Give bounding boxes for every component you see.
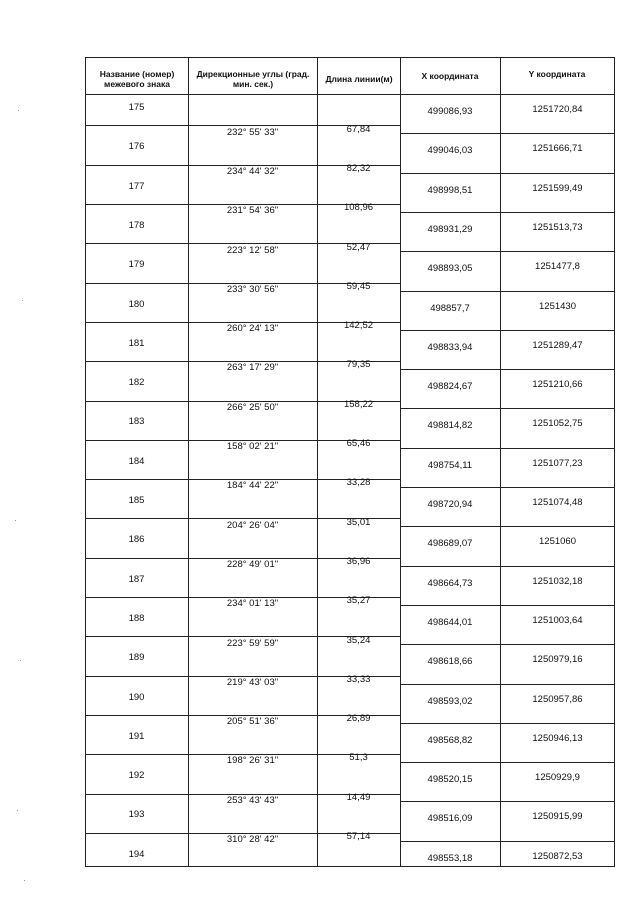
segment-length: 14,49 — [346, 791, 371, 803]
header-name: Название (номер) межевого знака — [99, 69, 175, 89]
point-name: 178 — [128, 219, 145, 231]
point-x: 499046,03 — [427, 145, 473, 157]
segment-length: 79,35 — [346, 359, 371, 371]
row-rule-right-16 — [400, 762, 615, 763]
point-y: 1251599,49 — [532, 182, 583, 194]
segment-length: 158,22 — [343, 398, 374, 410]
point-name: 190 — [128, 691, 145, 703]
segment-length: 65,46 — [346, 438, 371, 450]
row-rule-right-10 — [400, 526, 615, 527]
segment-angle: 260° 24' 13" — [226, 323, 279, 335]
segment-angle: 310° 28' 42" — [226, 834, 279, 846]
scan-speck — [17, 810, 18, 811]
segment-angle: 232° 55' 33" — [226, 126, 279, 138]
scan-speck — [15, 520, 16, 521]
header-angle: Дирекционные углы (град. мин. сек.) — [196, 69, 310, 89]
scan-speck — [18, 110, 19, 111]
row-rule-right-7 — [400, 408, 615, 409]
segment-angle: 253° 43' 43" — [226, 794, 279, 806]
segment-length: 26,89 — [346, 713, 371, 725]
header-rule — [85, 94, 615, 95]
row-rule-right-15 — [400, 723, 615, 724]
point-y: 1250929,9 — [535, 772, 580, 784]
point-name: 183 — [128, 416, 145, 428]
point-y: 1251060 — [539, 536, 576, 548]
point-name: 193 — [128, 809, 145, 821]
point-name: 185 — [128, 495, 145, 506]
point-name: 194 — [128, 848, 145, 860]
segment-length: 52,47 — [346, 241, 371, 253]
table-border-bottom — [85, 866, 615, 867]
point-x: 498553,18 — [427, 852, 473, 864]
header-y: Y координата — [528, 69, 586, 79]
point-y: 1251077,23 — [532, 457, 583, 469]
point-y: 1250872,53 — [532, 850, 583, 862]
segment-length: 33,28 — [346, 477, 371, 489]
point-x: 498568,82 — [427, 734, 473, 746]
row-rule-right-2 — [400, 212, 615, 213]
column-rule-2 — [317, 57, 318, 867]
row-rule-right-9 — [400, 487, 615, 488]
segment-angle: 198° 26' 31" — [226, 755, 279, 767]
segment-angle: 233° 30' 56" — [226, 283, 279, 295]
point-y: 1250946,13 — [532, 732, 583, 744]
segment-angle: 234° 01' 13" — [226, 598, 279, 610]
segment-length: 35,01 — [346, 516, 371, 528]
column-rule-1 — [188, 57, 189, 867]
scan-speck — [22, 300, 23, 301]
point-name: 187 — [128, 573, 145, 585]
point-x: 498618,66 — [427, 656, 473, 668]
row-rule-right-1 — [400, 173, 615, 174]
segment-angle: 158° 02' 21" — [226, 441, 279, 453]
point-name: 181 — [128, 337, 145, 349]
point-y: 1251477,8 — [535, 261, 580, 273]
table-border-top — [85, 57, 615, 58]
point-x: 498893,05 — [427, 263, 473, 275]
point-name: 192 — [128, 770, 145, 782]
row-rule-right-3 — [400, 251, 615, 252]
point-y: 1251666,71 — [532, 143, 583, 155]
row-rule-right-6 — [400, 369, 615, 370]
point-x: 498857,7 — [430, 302, 470, 314]
point-name: 176 — [128, 141, 145, 153]
point-name: 186 — [128, 534, 145, 546]
row-rule-right-17 — [400, 801, 615, 802]
point-x: 499086,93 — [427, 106, 473, 117]
segment-length: 35,24 — [346, 634, 371, 646]
point-y: 1250979,16 — [532, 654, 583, 666]
point-x: 498814,82 — [427, 420, 473, 432]
point-y: 1251032,18 — [532, 575, 583, 587]
segment-angle: 263° 17' 29" — [226, 362, 279, 374]
segment-angle: 223° 12' 58" — [226, 244, 279, 256]
segment-length: 35,27 — [346, 595, 371, 607]
row-rule-right-8 — [400, 448, 615, 449]
segment-length: 108,96 — [343, 202, 374, 214]
point-name: 189 — [128, 652, 145, 664]
segment-angle: 205° 51' 36" — [226, 716, 279, 728]
point-x: 498516,09 — [427, 813, 473, 825]
segment-length: 142,52 — [343, 320, 374, 332]
segment-angle: 219° 43' 03" — [226, 676, 279, 688]
coordinates-table — [85, 57, 615, 867]
segment-length: 59,45 — [346, 280, 371, 292]
segment-length: 57,14 — [346, 831, 371, 843]
point-y: 1251003,64 — [532, 614, 583, 626]
row-rule-right-4 — [400, 291, 615, 292]
point-x: 498720,94 — [427, 499, 473, 510]
point-x: 498833,94 — [427, 341, 473, 353]
point-x: 498520,15 — [427, 774, 473, 786]
segment-angle: 184° 44' 22" — [226, 480, 279, 492]
segment-length: 82,32 — [346, 162, 371, 174]
header-length: Длина линии(м) — [325, 74, 393, 84]
row-rule-right-18 — [400, 841, 615, 842]
point-x: 498664,73 — [427, 577, 473, 589]
point-y: 1251074,48 — [532, 497, 583, 508]
header-x: X координата — [421, 71, 479, 81]
segment-length: 33,33 — [346, 673, 371, 685]
row-rule-right-5 — [400, 330, 615, 331]
segment-angle: 234° 44' 32" — [226, 165, 279, 177]
point-x: 498644,01 — [427, 616, 473, 628]
segment-angle: 266° 25' 50" — [226, 401, 279, 413]
row-rule-right-11 — [400, 566, 615, 567]
point-x: 498824,67 — [427, 381, 473, 393]
segment-angle: 228° 49' 01" — [226, 558, 279, 570]
segment-angle: 223° 59' 59" — [226, 637, 279, 649]
point-name: 180 — [128, 298, 145, 310]
point-name: 182 — [128, 377, 145, 389]
point-x: 498754,11 — [427, 459, 473, 471]
row-rule-right-14 — [400, 684, 615, 685]
point-y: 1251513,73 — [532, 221, 583, 233]
point-x: 498931,29 — [427, 223, 473, 235]
point-name: 175 — [128, 102, 145, 113]
point-y: 1251430 — [539, 300, 576, 312]
point-y: 1251210,66 — [532, 379, 583, 391]
segment-length: 36,96 — [346, 555, 371, 567]
point-y: 1251720,84 — [532, 104, 583, 115]
point-name: 177 — [128, 180, 145, 192]
point-x: 498593,02 — [427, 695, 473, 707]
row-rule-right-0 — [400, 133, 615, 134]
segment-length: 67,84 — [346, 123, 371, 135]
point-name: 179 — [128, 259, 145, 271]
point-x: 498998,51 — [427, 184, 473, 196]
scan-speck — [20, 660, 21, 661]
segment-length: 51,3 — [349, 752, 368, 764]
row-rule-right-12 — [400, 605, 615, 606]
point-y: 1251052,75 — [532, 418, 583, 430]
point-y: 1250957,86 — [532, 693, 583, 705]
point-name: 188 — [128, 612, 145, 624]
point-y: 1250915,99 — [532, 811, 583, 823]
row-rule-right-13 — [400, 644, 615, 645]
point-name: 191 — [128, 730, 145, 742]
segment-angle: 204° 26' 04" — [226, 519, 279, 531]
point-name: 184 — [128, 455, 145, 467]
scan-speck — [24, 880, 25, 881]
segment-angle: 231° 54' 36" — [226, 205, 279, 217]
point-x: 498689,07 — [427, 538, 473, 550]
point-y: 1251289,47 — [532, 339, 583, 351]
